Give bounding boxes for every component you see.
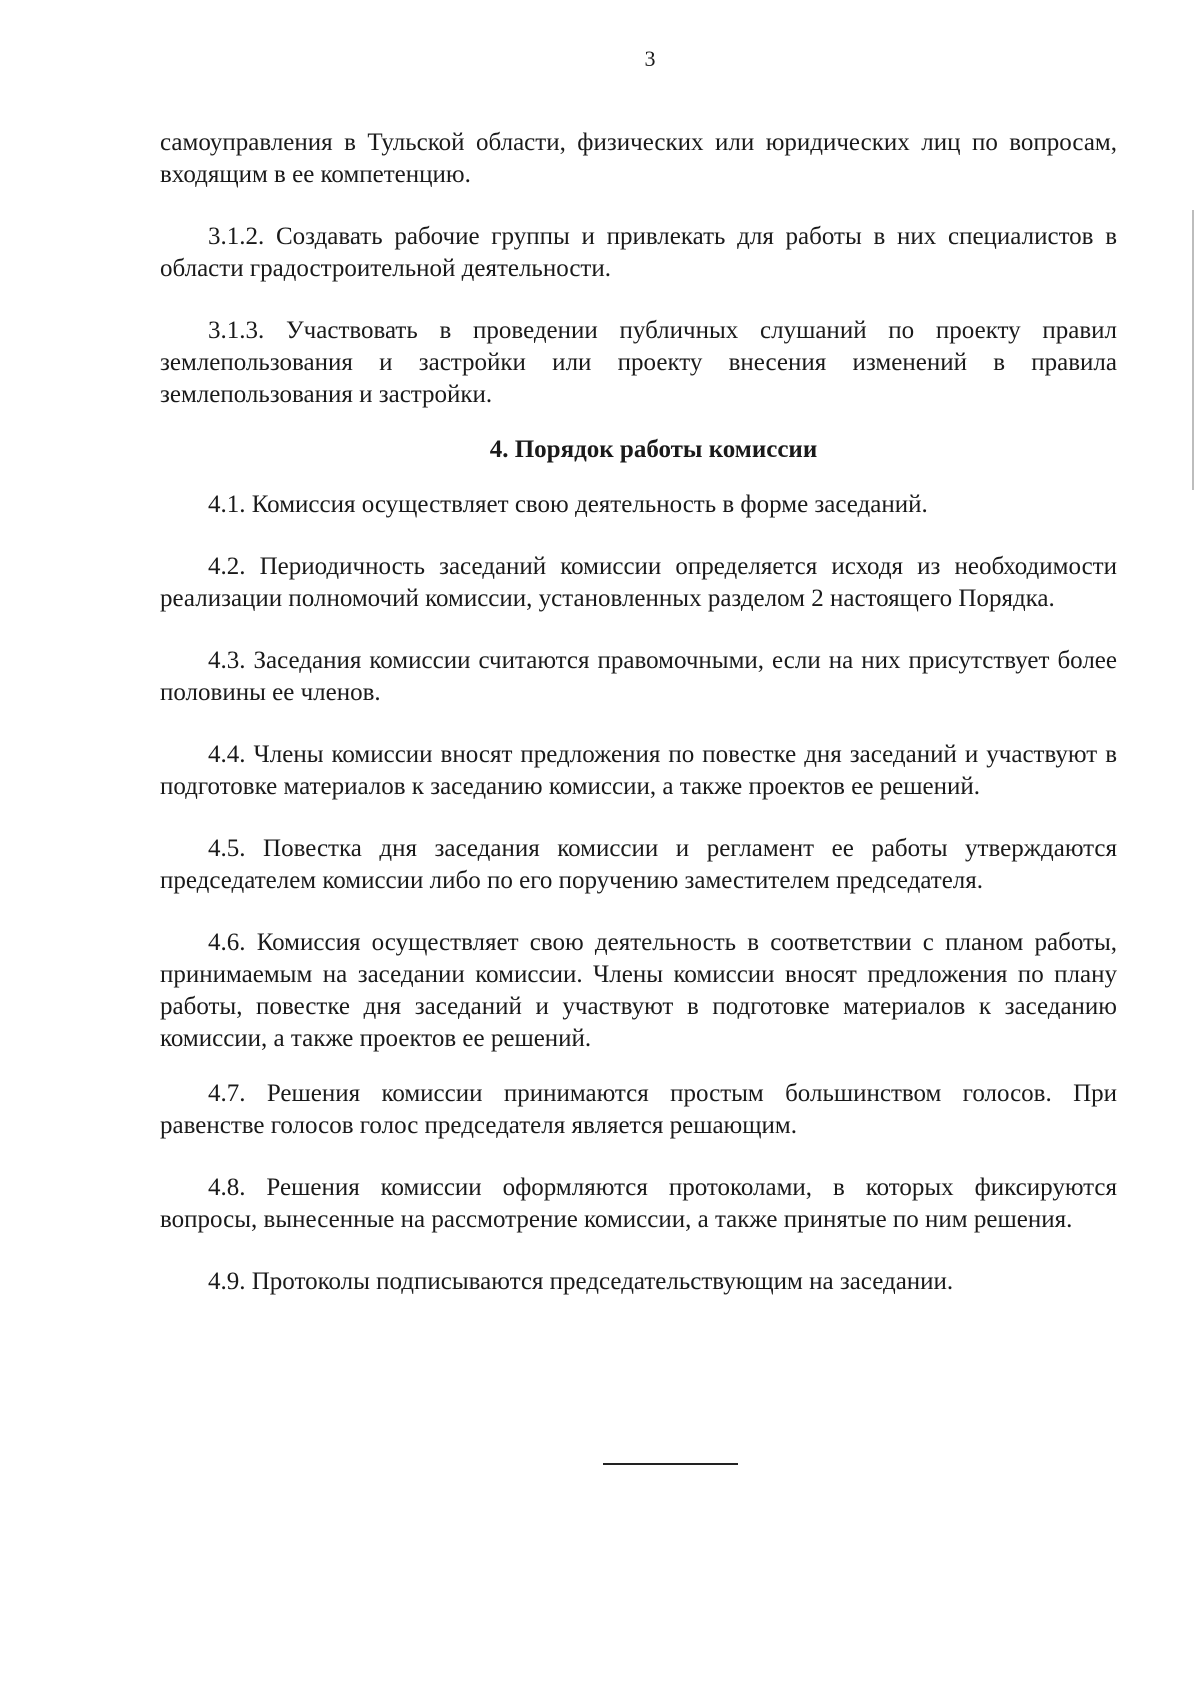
paragraph-4-1: 4.1. Комиссия осуществляет свою деятельность в форме заседаний. bbox=[208, 491, 928, 518]
scan-edge-mark bbox=[1192, 210, 1194, 490]
paragraph-continued: самоуправления в Тульской области, физических или юридических лиц по вопросам, входящим в ее компетенцию. bbox=[160, 129, 1117, 188]
paragraph-3-1-3: 3.1.3. Участвовать в проведении публичных слушаний по проекту правил землепользования и застройки или проекту внесения изменений в правила землепользования и застройки. bbox=[160, 317, 1117, 408]
paragraph-3-1-2: 3.1.2. Создавать рабочие группы и привлекать для работы в них специалистов в области градостроительной деятельности. bbox=[160, 223, 1117, 282]
paragraph-4-3: 4.3. Заседания комиссии считаются правомочными, если на них присутствует более половины ее членов. bbox=[160, 647, 1117, 706]
paragraph-4-5: 4.5. Повестка дня заседания комиссии и регламент ее работы утверждаются председателем комиссии либо по его поручению заместителем председателя. bbox=[160, 835, 1117, 894]
section-heading: 4. Порядок работы комиссии bbox=[489, 436, 818, 463]
paragraph-4-7: 4.7. Решения комиссии принимаются простым большинством голосов. При равенстве голосов голос председателя является решающим. bbox=[160, 1080, 1117, 1139]
paragraph-4-2: 4.2. Периодичность заседаний комиссии определяется исходя из необходимости реализации полномочий комиссии, установленных разделом 2 настоящего Порядка. bbox=[160, 553, 1117, 612]
closing-rule bbox=[603, 1463, 738, 1465]
document-body bbox=[160, 127, 1117, 1298]
paragraph-4-4: 4.4. Члены комиссии вносят предложения по повестке дня заседаний и участвуют в подготовке материалов к заседанию комиссии, а также проектов ее решений. bbox=[160, 741, 1117, 800]
paragraph-4-8: 4.8. Решения комиссии оформляются протоколами, в которых фиксируются вопросы, вынесенные на рассмотрение комиссии, а также принятые по ним решения. bbox=[160, 1174, 1117, 1233]
paragraph-4-9: 4.9. Протоколы подписываются председательствующим на заседании. bbox=[208, 1268, 954, 1295]
paragraph-4-6: 4.6. Комиссия осуществляет свою деятельность в соответствии с планом работы, принимаемым на заседании комиссии. Члены комиссии вносят предложения по плану работы, повестке дня заседаний и участвуют в подготовке материалов к заседанию комиссии, а также проектов ее решений. bbox=[160, 929, 1117, 1052]
page-number: 3 bbox=[644, 46, 656, 71]
